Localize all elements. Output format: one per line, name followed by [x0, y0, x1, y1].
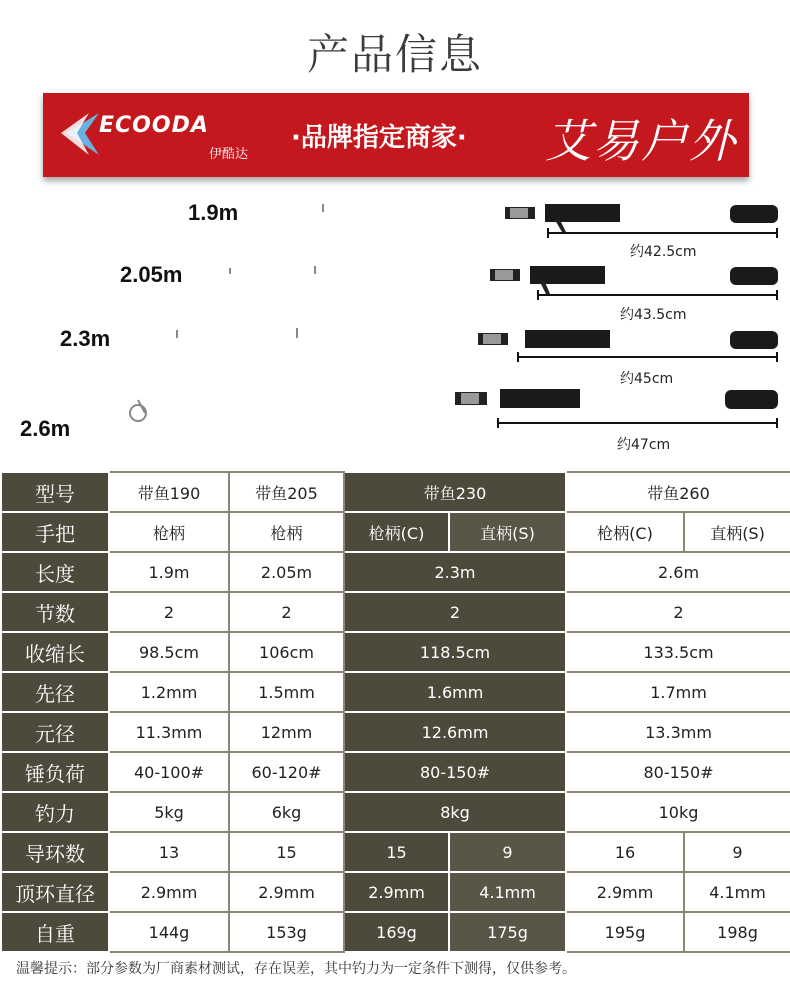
table-cell: 带鱼230	[344, 472, 566, 512]
table-cell: 4.1mm	[449, 872, 566, 912]
table-row	[1, 672, 790, 712]
table-cell: 133.5cm	[566, 632, 790, 672]
table-cell: 2.6m	[566, 552, 790, 592]
table-cell: 16	[566, 832, 684, 872]
rod-length-label: 2.3m	[60, 326, 111, 351]
table-cell: 枪柄	[109, 512, 229, 552]
row-label: 收缩长	[1, 632, 109, 672]
row-label: 先径	[1, 672, 109, 712]
table-cell: 80-150#	[344, 752, 566, 792]
table-cell: 2	[229, 592, 344, 632]
table-cell: 2	[344, 592, 566, 632]
table-cell: 带鱼260	[566, 472, 790, 512]
table-row	[1, 472, 790, 512]
table-cell: 枪柄(C)	[344, 512, 449, 552]
disclaimer-note: 温馨提示：部分参数为厂商素材测试，存在误差，其中钓力为一定条件下测得，仅供参考。	[16, 961, 576, 977]
table-cell: 带鱼205	[229, 472, 344, 512]
table-cell: 9	[449, 832, 566, 872]
table-cell: 15	[344, 832, 449, 872]
table-cell: 1.6mm	[344, 672, 566, 712]
table-cell: 60-120#	[229, 752, 344, 792]
row-label: 顶环直径	[1, 872, 109, 912]
table-cell: 12mm	[229, 712, 344, 752]
table-cell: 10kg	[566, 792, 790, 832]
rod-260	[30, 389, 778, 428]
grip-length-label: 约42.5cm	[630, 244, 697, 260]
rod-190	[265, 204, 778, 238]
table-row	[1, 632, 790, 672]
row-label: 型号	[1, 472, 109, 512]
table-row	[1, 872, 790, 912]
table-row	[1, 912, 790, 952]
table-cell: 106cm	[229, 632, 344, 672]
rod-205	[212, 266, 778, 300]
table-cell: 2.9mm	[566, 872, 684, 912]
table-cell: 98.5cm	[109, 632, 229, 672]
rod-length-label: 2.05m	[120, 262, 183, 287]
row-label: 自重	[1, 912, 109, 952]
table-cell: 2.9mm	[229, 872, 344, 912]
ecooda-logo	[59, 105, 269, 165]
table-row	[1, 752, 790, 792]
shop-name: 艾易户外	[545, 114, 737, 168]
grip-length-label: 约45cm	[620, 371, 674, 387]
table-cell: 枪柄	[229, 512, 344, 552]
row-label: 钓力	[1, 792, 109, 832]
table-cell: 枪柄(C)	[566, 512, 684, 552]
table-cell: 153g	[229, 912, 344, 952]
table-cell: 2.9mm	[109, 872, 229, 912]
table-cell: 4.1mm	[684, 872, 790, 912]
table-cell: 8kg	[344, 792, 566, 832]
brand-banner	[43, 93, 749, 177]
table-row	[1, 712, 790, 752]
table-cell: 198g	[684, 912, 790, 952]
table-cell: 169g	[344, 912, 449, 952]
table-cell: 80-150#	[566, 752, 790, 792]
row-label: 导环数	[1, 832, 109, 872]
table-row	[1, 792, 790, 832]
table-cell: 2	[566, 592, 790, 632]
row-label: 锤负荷	[1, 752, 109, 792]
table-cell: 195g	[566, 912, 684, 952]
brand-name: ECOODA	[99, 113, 209, 138]
brand-name-cn: 伊酷达	[209, 147, 249, 162]
table-cell: 直柄(S)	[684, 512, 790, 552]
table-cell: 9	[684, 832, 790, 872]
table-cell: 15	[229, 832, 344, 872]
table-cell: 144g	[109, 912, 229, 952]
table-cell: 5kg	[109, 792, 229, 832]
table-cell: 175g	[449, 912, 566, 952]
grip-length-label: 约43.5cm	[620, 307, 687, 323]
table-row	[1, 552, 790, 592]
table-cell: 13	[109, 832, 229, 872]
table-cell: 1.5mm	[229, 672, 344, 712]
table-cell: 2	[109, 592, 229, 632]
table-cell: 1.2mm	[109, 672, 229, 712]
table-cell: 11.3mm	[109, 712, 229, 752]
table-cell: 2.9mm	[344, 872, 449, 912]
table-row	[1, 512, 790, 552]
table-cell: 带鱼190	[109, 472, 229, 512]
rod-length-label: 2.6m	[20, 416, 71, 441]
spec-table	[0, 471, 790, 953]
table-cell: 118.5cm	[344, 632, 566, 672]
row-label: 元径	[1, 712, 109, 752]
table-cell: 2.3m	[344, 552, 566, 592]
table-cell: 2.05m	[229, 552, 344, 592]
table-cell: 40-100#	[109, 752, 229, 792]
row-label: 手把	[1, 512, 109, 552]
table-cell: 1.7mm	[566, 672, 790, 712]
grip-length-label: 约47cm	[617, 437, 671, 453]
table-cell: 13.3mm	[566, 712, 790, 752]
ecooda-logo-icon	[59, 109, 103, 159]
row-label: 节数	[1, 592, 109, 632]
table-row	[1, 592, 790, 632]
rod-illustrations	[0, 190, 790, 465]
banner-slogan: ·品牌指定商家·	[291, 123, 467, 153]
rod-230	[133, 328, 778, 362]
table-cell: 6kg	[229, 792, 344, 832]
row-label: 长度	[1, 552, 109, 592]
table-row	[1, 832, 790, 872]
page-title: 产品信息	[306, 30, 483, 79]
table-cell: 1.9m	[109, 552, 229, 592]
table-cell: 直柄(S)	[449, 512, 566, 552]
rod-length-label: 1.9m	[188, 200, 239, 225]
table-cell: 12.6mm	[344, 712, 566, 752]
